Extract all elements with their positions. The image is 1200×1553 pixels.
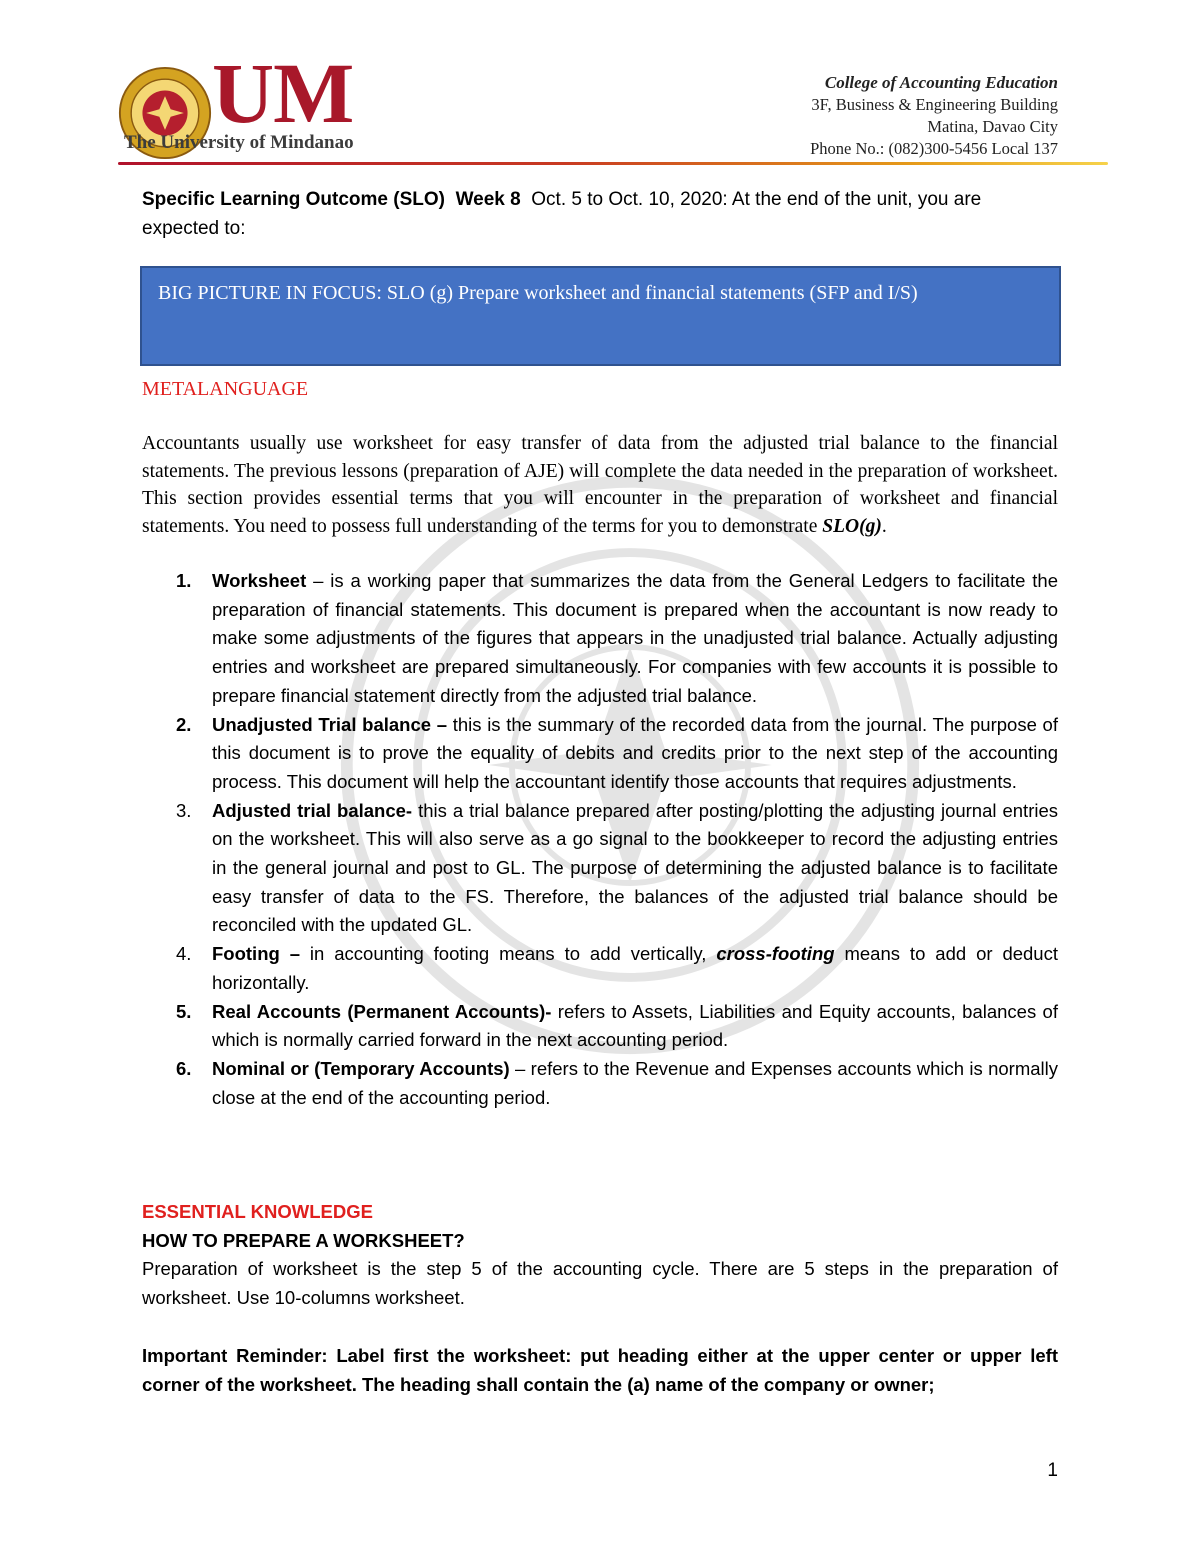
worksheet-subheading: HOW TO PREPARE A WORKSHEET? xyxy=(142,1229,465,1251)
list-item xyxy=(142,998,1058,1055)
list-item xyxy=(142,797,1058,941)
metalanguage-intro xyxy=(142,430,1058,540)
important-reminder: Important Reminder: Label first the worksheet: put heading either at the upper center or upper left corner of the worksheet. The heading shall contain the (a) name of the company or owner; xyxy=(142,1344,1058,1395)
slo-label: Specific Learning Outcome (SLO) xyxy=(142,189,445,210)
college-address-block xyxy=(810,72,1058,160)
term-emphasis: cross-footing xyxy=(716,943,835,965)
essential-knowledge-heading: ESSENTIAL KNOWLEDGE xyxy=(142,1201,373,1222)
term-text: refers to Assets, Liabilities and Equity accounts, balances of which is normally carried forward in the next accounting period. xyxy=(212,1000,1058,1051)
term-title: Worksheet xyxy=(212,570,307,591)
list-item xyxy=(142,711,1058,797)
list-item xyxy=(142,940,1058,997)
slo-statement xyxy=(142,185,1062,243)
address-line-1: 3F, Business & Engineering Building xyxy=(811,95,1058,114)
essential-knowledge-section xyxy=(142,1198,1058,1399)
term-title: Nominal or (Temporary Accounts) xyxy=(212,1057,510,1079)
term-title: Adjusted trial balance- xyxy=(212,799,413,821)
term-text: in accounting footing means to add vertically, xyxy=(300,943,717,965)
slo-week: Week 8 xyxy=(455,189,521,210)
logo-subtitle: The University of Mindanao xyxy=(124,132,354,153)
term-text-2: means to add or deduct horizontally. xyxy=(212,943,1058,993)
header-divider xyxy=(118,162,1108,165)
list-item xyxy=(142,1055,1058,1112)
university-logo xyxy=(118,45,418,156)
phone-number: Phone No.: (082)300-5456 Local 137 xyxy=(810,139,1058,158)
address-line-2: Matina, Davao City xyxy=(927,117,1058,136)
list-number: 4. xyxy=(176,943,192,965)
slo-text: Oct. 5 to Oct. 10, 2020: At the end of the unit, you are expected to: xyxy=(142,189,982,239)
intro-text: Accountants usually use worksheet for easy transfer of data from the adjusted trial balance to the financial statements. The previous lessons (preparation of AJE) will complete the data needed in the preparation of worksheet. This section provides essential terms that you will encounter in the preparation of worksheet and financial statements. You need to possess full understanding of the terms for you to demonstrate xyxy=(142,433,1058,537)
list-item xyxy=(142,567,1058,711)
metalanguage-heading: METALANGUAGE xyxy=(142,378,309,400)
term-text: this a trial balance prepared after posting/plotting the adjusting journal entries on the worksheet. This will also serve as a go signal to the bookkeeper to record the adjusting entries in the general journal and post to GL. The purpose of determining the adjusted balance is to facilitate easy transfer of data to the FS. Therefore, the balances of the adjusted trial balance should be reconciled with the updated GL. xyxy=(212,799,1059,936)
term-text: – refers to the Revenue and Expenses accounts which is normally close at the end of the accounting period. xyxy=(212,1057,1058,1108)
term-text: – is a working paper that summarizes the data from the General Ledgers to facilitate the preparation of financial statements. This document is prepared when the accountant is now ready to make some adjustments of the figures that appears in the unadjusted trial balance. Actually adjusting entries and worksheet are prepared simultaneously. For companies with few accounts it is possible to prepare financial statement directly from the adjusted trial balance. xyxy=(212,570,1058,706)
term-text: this is the summary of the recorded data from the journal. The purpose of this document is to prove the equality of debits and credits prior to the next step of the accounting process. This document will help the accountant identify those accounts that requires adjustments. xyxy=(212,713,1058,792)
intro-end: . xyxy=(881,515,887,537)
list-number: 6. xyxy=(176,1057,192,1079)
big-picture-box: BIG PICTURE IN FOCUS: SLO (g) Prepare worksheet and financial statements (SFP and I/S) xyxy=(140,266,1061,366)
list-number: 2. xyxy=(176,713,192,735)
list-number: 5. xyxy=(176,1000,192,1022)
list-number: 1. xyxy=(176,570,192,591)
paragraph-spacer xyxy=(142,1313,1058,1342)
list-number: 3. xyxy=(176,799,192,821)
term-title: Footing – xyxy=(212,943,301,965)
page-number: 1 xyxy=(1047,1460,1058,1481)
intro-slo-em: SLO(g) xyxy=(822,515,882,537)
worksheet-paragraph: Preparation of worksheet is the step 5 of the accounting cycle. There are 5 steps in the preparation of worksheet. Use 10-columns worksheet. xyxy=(142,1258,1058,1309)
terms-list xyxy=(142,567,1058,1112)
term-title: Real Accounts (Permanent Accounts)- xyxy=(212,1000,552,1022)
term-title: Unadjusted Trial balance – xyxy=(212,713,448,735)
college-name: College of Accounting Education xyxy=(824,73,1058,92)
logo-um-text: UM xyxy=(212,45,354,141)
